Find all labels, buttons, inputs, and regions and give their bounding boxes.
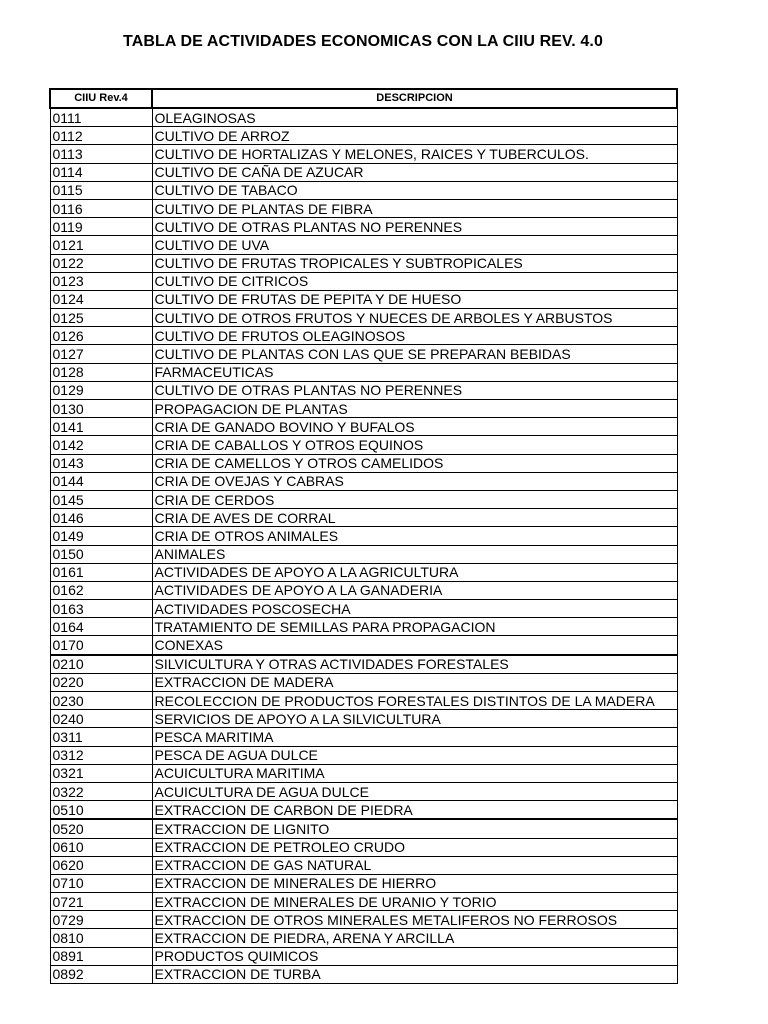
ciiu-code-cell: 0141	[50, 418, 152, 436]
ciiu-code-cell: 0321	[50, 764, 152, 782]
table-row	[50, 181, 677, 199]
ciiu-code-cell: 0220	[50, 673, 152, 691]
description-cell: ACUICULTURA MARITIMA	[152, 764, 677, 782]
description-cell: CRIA DE CERDOS	[152, 490, 677, 508]
ciiu-code-cell: 0312	[50, 746, 152, 764]
table-row	[50, 764, 677, 782]
ciiu-code-cell: 0620	[50, 856, 152, 874]
description-cell: EXTRACCION DE PETROLEO CRUDO	[152, 838, 677, 856]
table-row	[50, 947, 677, 965]
table-row	[50, 108, 677, 127]
ciiu-code-cell: 0124	[50, 290, 152, 308]
description-cell: FARMACEUTICAS	[152, 363, 677, 381]
table-row	[50, 490, 677, 508]
table-row	[50, 527, 677, 545]
description-cell: TRATAMIENTO DE SEMILLAS PARA PROPAGACION	[152, 618, 677, 636]
ciiu-code-cell: 0610	[50, 838, 152, 856]
table-row	[50, 911, 677, 929]
table-row	[50, 454, 677, 472]
ciiu-code-cell: 0128	[50, 363, 152, 381]
table-row	[50, 509, 677, 527]
description-cell: ACTIVIDADES DE APOYO A LA GANADERIA	[152, 581, 677, 599]
ciiu-code-cell: 0111	[50, 108, 152, 127]
description-cell: CULTIVO DE PLANTAS CON LAS QUE SE PREPARAN BEBIDAS	[152, 345, 677, 363]
table-row	[50, 127, 677, 145]
ciiu-code-cell: 0126	[50, 327, 152, 345]
ciiu-code-cell: 0144	[50, 472, 152, 490]
table-row	[50, 381, 677, 399]
description-cell: EXTRACCION DE MADERA	[152, 673, 677, 691]
ciiu-code-cell: 0127	[50, 345, 152, 363]
description-cell: CULTIVO DE OTRAS PLANTAS NO PERENNES	[152, 218, 677, 236]
description-cell: CULTIVO DE TABACO	[152, 181, 677, 199]
table-row	[50, 692, 677, 710]
ciiu-code-cell: 0122	[50, 254, 152, 272]
ciiu-code-cell: 0230	[50, 692, 152, 710]
description-cell: CULTIVO DE FRUTOS OLEAGINOSOS	[152, 327, 677, 345]
table-row	[50, 618, 677, 636]
ciiu-table	[49, 88, 678, 984]
ciiu-code-cell: 0130	[50, 400, 152, 418]
description-cell: CONEXAS	[152, 636, 677, 655]
description-cell: CRIA DE AVES DE CORRAL	[152, 509, 677, 527]
description-cell: PRODUCTOS QUIMICOS	[152, 947, 677, 965]
table-row	[50, 163, 677, 181]
description-cell: CULTIVO DE UVA	[152, 236, 677, 254]
header-row	[50, 89, 677, 108]
table-row	[50, 309, 677, 327]
ciiu-code-cell: 0113	[50, 145, 152, 163]
table-row	[50, 965, 677, 983]
ciiu-code-cell: 0520	[50, 819, 152, 838]
table-row	[50, 436, 677, 454]
description-cell: CRIA DE GANADO BOVINO Y BUFALOS	[152, 418, 677, 436]
table-row	[50, 746, 677, 764]
ciiu-code-cell: 0163	[50, 600, 152, 618]
table-row	[50, 145, 677, 163]
table-row	[50, 545, 677, 563]
description-cell: EXTRACCION DE PIEDRA, ARENA Y ARCILLA	[152, 929, 677, 947]
ciiu-code-cell: 0143	[50, 454, 152, 472]
description-cell: ACTIVIDADES POSCOSECHA	[152, 600, 677, 618]
ciiu-code-cell: 0145	[50, 490, 152, 508]
description-cell: PESCA MARITIMA	[152, 728, 677, 746]
ciiu-code-cell: 0150	[50, 545, 152, 563]
ciiu-code-cell: 0892	[50, 965, 152, 983]
description-cell: SILVICULTURA Y OTRAS ACTIVIDADES FORESTALES	[152, 655, 677, 674]
table-row	[50, 327, 677, 345]
table-row	[50, 418, 677, 436]
table-row	[50, 838, 677, 856]
description-cell: CRIA DE OTROS ANIMALES	[152, 527, 677, 545]
table-row	[50, 673, 677, 691]
ciiu-code-cell: 0161	[50, 563, 152, 581]
ciiu-code-cell: 0510	[50, 801, 152, 820]
ciiu-code-cell: 0115	[50, 181, 152, 199]
table-row	[50, 400, 677, 418]
ciiu-code-cell: 0112	[50, 127, 152, 145]
description-cell: CULTIVO DE FRUTAS DE PEPITA Y DE HUESO	[152, 290, 677, 308]
table-row	[50, 563, 677, 581]
ciiu-code-cell: 0123	[50, 272, 152, 290]
ciiu-code-cell: 0322	[50, 782, 152, 800]
description-cell: PROPAGACION DE PLANTAS	[152, 400, 677, 418]
description-cell: CRIA DE CABALLOS Y OTROS EQUINOS	[152, 436, 677, 454]
ciiu-code-cell: 0149	[50, 527, 152, 545]
table-row	[50, 345, 677, 363]
description-cell: PESCA DE AGUA DULCE	[152, 746, 677, 764]
table-row	[50, 236, 677, 254]
ciiu-code-cell: 0125	[50, 309, 152, 327]
ciiu-code-cell: 0311	[50, 728, 152, 746]
ciiu-code-cell: 0162	[50, 581, 152, 599]
ciiu-code-cell: 0119	[50, 218, 152, 236]
ciiu-code-cell: 0129	[50, 381, 152, 399]
table-row	[50, 199, 677, 217]
table-row	[50, 254, 677, 272]
ciiu-code-cell: 0810	[50, 929, 152, 947]
description-cell: EXTRACCION DE MINERALES DE URANIO Y TORIO	[152, 893, 677, 911]
description-cell: CULTIVO DE ARROZ	[152, 127, 677, 145]
description-cell: EXTRACCION DE GAS NATURAL	[152, 856, 677, 874]
table-row	[50, 801, 677, 820]
table-row	[50, 728, 677, 746]
ciiu-code-cell: 0146	[50, 509, 152, 527]
description-cell: SERVICIOS DE APOYO A LA SILVICULTURA	[152, 710, 677, 728]
ciiu-code-cell: 0114	[50, 163, 152, 181]
table-row	[50, 929, 677, 947]
header-code: CIIU Rev.4	[50, 89, 152, 108]
table-row	[50, 600, 677, 618]
table-body	[50, 108, 677, 984]
ciiu-code-cell: 0210	[50, 655, 152, 674]
description-cell: EXTRACCION DE LIGNITO	[152, 819, 677, 838]
ciiu-code-cell: 0240	[50, 710, 152, 728]
description-cell: CULTIVO DE PLANTAS DE FIBRA	[152, 199, 677, 217]
table-row	[50, 819, 677, 838]
description-cell: CULTIVO DE OTROS FRUTOS Y NUECES DE ARBOLES Y ARBUSTOS	[152, 309, 677, 327]
table-header	[50, 89, 677, 108]
document-title: TABLA DE ACTIVIDADES ECONOMICAS CON LA CIIU REV. 4.0	[123, 33, 603, 50]
ciiu-code-cell: 0729	[50, 911, 152, 929]
description-cell: OLEAGINOSAS	[152, 108, 677, 127]
table-row	[50, 218, 677, 236]
ciiu-code-cell: 0170	[50, 636, 152, 655]
table-row	[50, 636, 677, 655]
description-cell: CULTIVO DE HORTALIZAS Y MELONES, RAICES Y TUBERCULOS.	[152, 145, 677, 163]
table-row	[50, 710, 677, 728]
description-cell: ACTIVIDADES DE APOYO A LA AGRICULTURA	[152, 563, 677, 581]
table-row	[50, 290, 677, 308]
table-row	[50, 874, 677, 892]
header-description: DESCRIPCION	[152, 89, 677, 108]
ciiu-code-cell: 0121	[50, 236, 152, 254]
table-row	[50, 472, 677, 490]
description-cell: EXTRACCION DE OTROS MINERALES METALIFEROS NO FERROSOS	[152, 911, 677, 929]
table-row	[50, 363, 677, 381]
description-cell: ACUICULTURA DE AGUA DULCE	[152, 782, 677, 800]
description-cell: ANIMALES	[152, 545, 677, 563]
ciiu-code-cell: 0891	[50, 947, 152, 965]
table-row	[50, 856, 677, 874]
ciiu-code-cell: 0721	[50, 893, 152, 911]
description-cell: CRIA DE CAMELLOS Y OTROS CAMELIDOS	[152, 454, 677, 472]
description-cell: EXTRACCION DE MINERALES DE HIERRO	[152, 874, 677, 892]
table-row	[50, 782, 677, 800]
description-cell: CULTIVO DE CAÑA DE AZUCAR	[152, 163, 677, 181]
ciiu-code-cell: 0142	[50, 436, 152, 454]
description-cell: EXTRACCION DE TURBA	[152, 965, 677, 983]
ciiu-code-cell: 0116	[50, 199, 152, 217]
description-cell: CULTIVO DE CITRICOS	[152, 272, 677, 290]
table-row	[50, 893, 677, 911]
description-cell: CULTIVO DE OTRAS PLANTAS NO PERENNES	[152, 381, 677, 399]
table-row	[50, 655, 677, 674]
description-cell: CRIA DE OVEJAS Y CABRAS	[152, 472, 677, 490]
description-cell: EXTRACCION DE CARBON DE PIEDRA	[152, 801, 677, 820]
description-cell: CULTIVO DE FRUTAS TROPICALES Y SUBTROPICALES	[152, 254, 677, 272]
table-row	[50, 581, 677, 599]
table-row	[50, 272, 677, 290]
ciiu-code-cell: 0164	[50, 618, 152, 636]
description-cell: RECOLECCION DE PRODUCTOS FORESTALES DISTINTOS DE LA MADERA	[152, 692, 677, 710]
ciiu-code-cell: 0710	[50, 874, 152, 892]
